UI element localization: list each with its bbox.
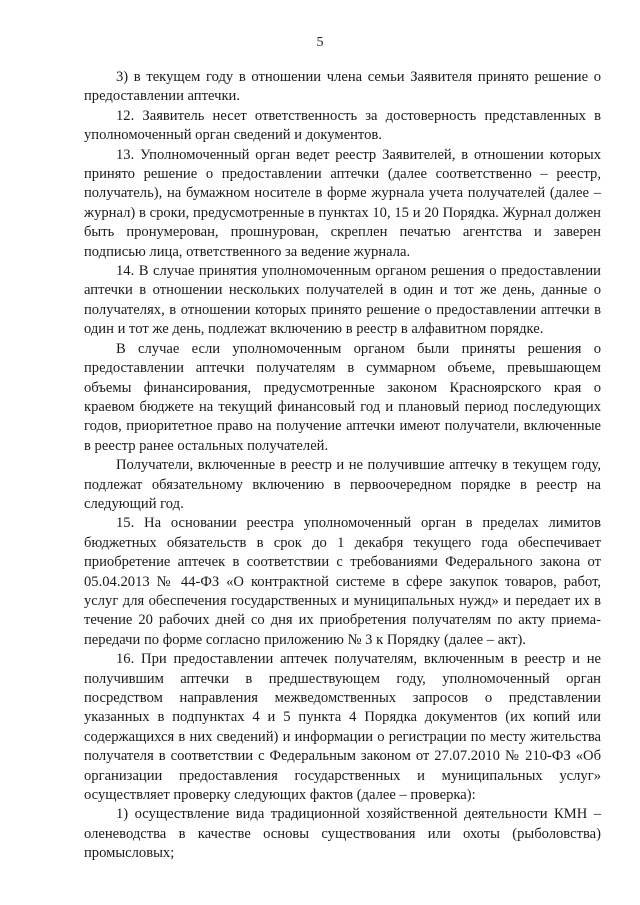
paragraph-16: 16. При предоставлении аптечек получателям, включенным в реестр и не получившим аптечки в предшествующем году, уполномоченный орган посредством направления межведомственных запросов о представлении указанных в подпунктах 4 и 5 пункта 4 Порядка документов (их копий или содержащихся в них сведений) и информации о регистрации по месту жительства получателя в соответствии с Федеральным законом от 27.07.2010 № 210-ФЗ «Об организации предоставления государственных и муниципальных услуг» осуществляет проверку следующих фактов (далее – проверка):	[84, 651, 601, 804]
paragraph-14-priority: В случае если уполномоченным органом были приняты решения о предоставлении аптечки получателям в суммарном объеме, превышающем объемы финансирования, предусмотренные законом Красноярского края о краевом бюджете на текущий финансовый год и плановый период последующих годов, приоритетное право на получение аптечки имеют получатели, включенные в реестр ранее остальных получателей.	[84, 340, 601, 454]
paragraph-13: 13. Уполномоченный орган ведет реестр Заявителей, в отношении которых принято решение о предоставлении аптечки (далее соответственно – реестр, получатель), на бумажном носителе в форме журнала учета получателей (далее – журнал) в сроки, предусмотренные в пунктах 10, 15 и 20 Порядка. Журнал должен быть пронумерован, прошнурован, скреплен печатью агентства и заверен подписью лица, ответственного за ведение журнала.	[84, 146, 601, 260]
paragraph-subitem-3: 3) в текущем году в отношении члена семьи Заявителя принято решение о предоставлении аптечки.	[84, 69, 601, 105]
document-body	[84, 68, 601, 864]
paragraph-14: 14. В случае принятия уполномоченным органом решения о предоставлении аптечки в отношении нескольких получателей в один и тот же день, данные о получателях, в отношении которых принято решение о предоставлении аптечки в один и тот же день, подлежат включению в реестр в алфавитном порядке.	[84, 263, 601, 338]
paragraph-16-subitem-1: 1) осуществление вида традиционной хозяйственной деятельности КМН – оленеводства в качестве основы существования или охоты (рыболовства) промысловых;	[84, 806, 601, 862]
paragraph-15: 15. На основании реестра уполномоченный орган в пределах лимитов бюджетных обязательств в срок до 1 декабря текущего года обеспечивает приобретение аптечек в соответствии с требованиями Федерального закона от 05.04.2013 № 44-ФЗ «О контрактной системе в сфере закупок товаров, работ, услуг для обеспечения государственных и муниципальных нужд» и передает их в течение 20 рабочих дней со дня их приобретения получателям по акту приема-передачи по форме согласно приложению № 3 к Порядку (далее – акт).	[84, 515, 601, 648]
page-number: 5	[316, 35, 324, 50]
paragraph-14-next-year: Получатели, включенные в реестр и не получившие аптечку в текущем году, подлежат обязательному включению в первоочередном порядке в реестр на следующий год.	[84, 457, 601, 512]
paragraph-12: 12. Заявитель несет ответственность за достоверность представленных в уполномоченный орган сведений и документов.	[84, 107, 601, 144]
